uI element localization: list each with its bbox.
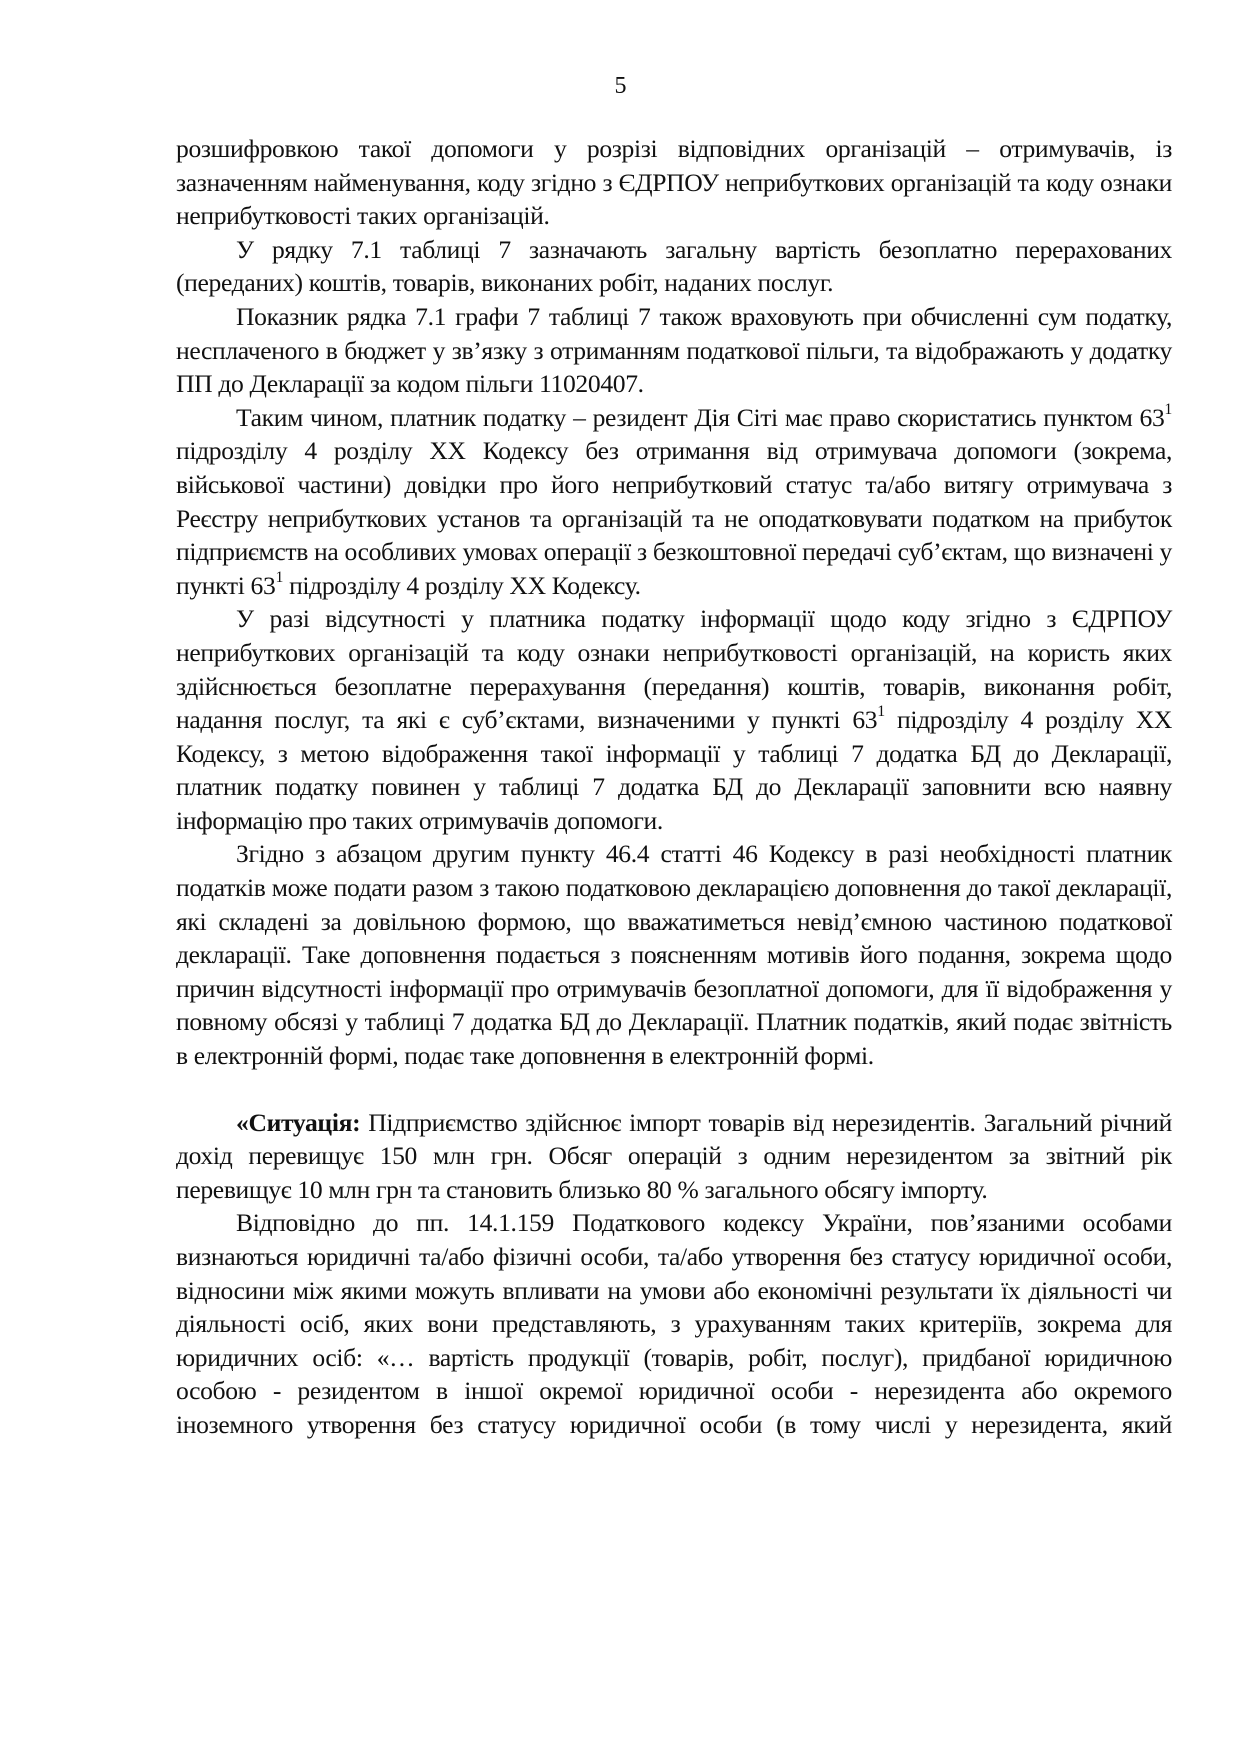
text-segment: Таким чином, платник податку – резидент Дія Сіті має право скористатись пунктом 63 <box>236 402 1165 432</box>
situation-label: «Ситуація: <box>236 1107 361 1137</box>
paragraph-indicator-row-7-1: Показник рядка 7.1 графи 7 таблиці 7 також враховують при обчисленні сум податку, несплаченого в бюджет у зв’язку з отриманням податкової пільги, та відображають у додатку ПП до Декларації за кодом пільги 11020407. <box>176 301 1172 399</box>
text-segment: підрозділу 4 розділу ХХ Кодексу, з метою відображення такої інформації у таблиці 7 додатка БД до Декларації, платник податку повинен у таблиці 7 додатка БД до Декларації заповнити всю наявну інформацію про таких отримувачів допомоги. <box>176 705 1173 835</box>
superscript: 1 <box>1164 400 1172 418</box>
text-segment: У разі відсутності у платника податку інформації щодо коду згідно з ЄДРПОУ неприбуткових організацій та коду ознаки неприбутковості організацій, на користь яких здійснюється безоплатне перерахування (передання) коштів, товарів, виконання робіт, надання послуг, та які є суб’єктами, визначеними у пункті 63 <box>176 604 1172 735</box>
paragraph-missing-info <box>176 602 1172 837</box>
paragraph-related-persons: Відповідно до пп. 14.1.159 Податкового кодексу України, пов’язаними особами визнаються юридичні та/або фізичні особи, та/або утворення без статусу юридичної особи, відносини між якими можуть впливати на умови або економічні результати їх діяльності чи діяльності осіб, яких вони представляють, з урахуванням таких критеріїв, зокрема для юридичних осіб: «… вартість продукції (товарів, робіт, послуг), придбаної юридичною особою - резидентом в іншої окремої юридичної особи - нерезидента або окремого іноземного утворення без статусу юридичної особи (в тому числі у нерезидента, який <box>176 1208 1172 1439</box>
text-segment: підрозділу 4 розділу ХХ Кодексу. <box>283 570 641 600</box>
paragraph-diia-city-resident <box>176 401 1172 603</box>
paragraph-article-46-4: Згідно з абзацом другим пункту 46.4 статті 46 Кодексу в разі необхідності платник податків може подати разом з такою податковою декларацією доповнення до такої декларації, які складені за довільною формою, що вважатиметься невід’ємною частиною податкової декларації. Таке доповнення подається з поясненням мотивів його подання, зокрема щодо причин відсутності інформації про отримувачів безоплатної допомоги, для її відображення у повному обсязі у таблиці 7 додатка БД до Декларації. Платник податків, який подає звітність в електронній формі, подає таке доповнення в електронній формі. <box>176 839 1172 1071</box>
page-number: 5 <box>614 73 627 99</box>
superscript: 1 <box>877 703 885 721</box>
superscript: 1 <box>275 568 284 586</box>
text-segment: підрозділу 4 розділу ХХ Кодексу без отримання від отримувача допомоги (зокрема, військової частини) довідки про його неприбутковий статус та/або витягу отримувача з Реєстру неприбуткових установ та організацій та не оподатковувати податком на прибуток підприємств на особливих умовах операції з безкоштовної передачі суб’єктам, що визначені у пункті 63 <box>176 436 1172 600</box>
paragraph-row-7-1: У рядку 7.1 таблиці 7 зазначають загальну вартість безоплатно перерахованих (переданих) коштів, товарів, виконаних робіт, наданих послуг. <box>176 234 1172 298</box>
text-segment: Підприємство здійснює імпорт товарів від нерезидентів. Загальний річний дохід перевищує 150 млн грн. Обсяг операцій з одним нерезидентом за звітний рік перевищує 10 млн грн та становить близько 80 % загального обсягу імпорту. <box>176 1107 1172 1204</box>
document-body <box>176 132 1172 1442</box>
paragraph-continuation: розшифровкою такої допомоги у розрізі відповідних організацій – отримувачів, із зазначенням найменування, коду згідно з ЄДРПОУ неприбуткових організацій та коду ознаки неприбутковості таких організацій. <box>176 134 1172 231</box>
paragraph-situation <box>176 1106 1172 1207</box>
